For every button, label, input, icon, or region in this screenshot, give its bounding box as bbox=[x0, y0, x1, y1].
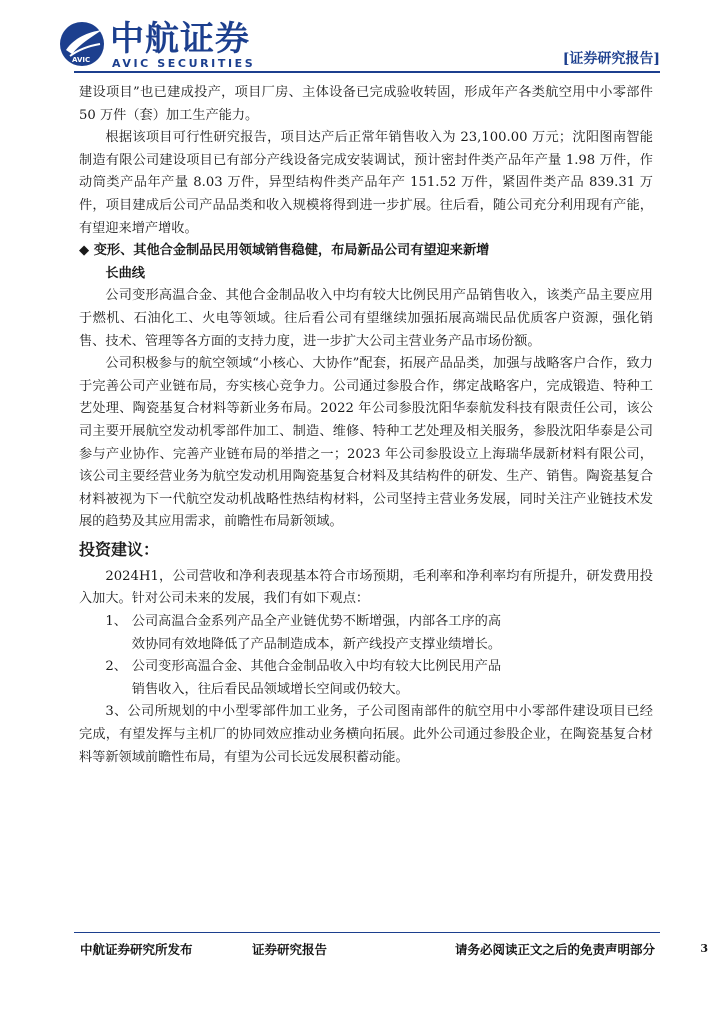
paragraph-point-three: 3、公司所规划的中小型零部件加工业务，子公司图南部件的航空用中小零部件建设项目已经完成，有望发挥与主机厂的协同效应推动业务横向拓展。此外公司通过参股企业，在陶瓷基复合材料等新领域前瞻性布局，有望为公司长远发展积蓄动能。 bbox=[79, 704, 653, 765]
list-item bbox=[79, 611, 653, 656]
paragraph-feasibility: 根据该项目可行性研究报告，项目达产后正常年销售收入为 23,100.00 万元；沈阳图南智能制造有限公司建设项目已有部分产线设备完成安装调试，预计密封件类产品年产量 1.98 万件，作动筒类产品年产量 8.03 万件，异型结构件类产品年产 151.52 万件，紧固件类产品 839.31 万件，项目建成后公司产品品类和收入规模将得到进一步扩展。往后看，随公司充分利用现有产能，有望迎来增产增收。 bbox=[79, 130, 653, 236]
section-title-investment: 投资建议： bbox=[79, 539, 160, 559]
list-item-continuation: 销售收入，往后看民品领域增长空间或仍较大。 bbox=[131, 681, 409, 697]
page-header bbox=[0, 0, 724, 72]
list-item-text: 公司变形高温合金、其他合金制品收入中均有较大比例民用产品 bbox=[131, 659, 502, 675]
svg-text:AVIC: AVIC bbox=[72, 56, 91, 64]
paragraph-aviation-cooperation: 公司积极参与的航空领域“小核心、大协作”配套，拓展产品品类，加强与战略客户合作，致力于完善公司产业链布局，夯实核心竞争力。公司通过参股合作，绑定战略客户，完成锻造、特种工艺处理、陶瓷基复合材料等新业务布局。2022 年公司参股沈阳华泰航发科技有限责任公司，该公司主要开展航空发动机零部件加工、制造、维修、特种工艺处理及相关服务，参股沈阳华泰是公司参与产业协作、完善产业链布局的举措之一；2023 年公司参股设立上海瑞华晟新材料有限公司，该公司主要经营业务为航空发动机用陶瓷基复合材料及其结构件的研发、生产、销售。陶瓷基复合材料被视为下一代航空发动机战略性热结构材料，公司坚持主营业务发展，同时关注产业链技术发展的趋势及其应用需求，前瞻性布局新领域。 bbox=[79, 356, 653, 530]
footer-disclaimer: 请务必阅读正文之后的免责声明部分 bbox=[455, 942, 656, 957]
footer-report-type: 证券研究报告 bbox=[252, 942, 328, 957]
footer-publisher: 中航证券研究所发布 bbox=[80, 942, 193, 957]
list-item bbox=[79, 656, 653, 701]
footer-divider bbox=[74, 932, 660, 933]
paragraph-investment-summary: 2024H1，公司营收和净利表现基本符合市场预期，毛利率和净利率均有所提升，研发费用投入加大。针对公司未来的发展，我们有如下观点： bbox=[79, 568, 653, 607]
logo-chinese-name: 中航证券 bbox=[110, 19, 250, 59]
bullet-heading bbox=[79, 240, 653, 285]
paragraph-civil-products: 公司变形高温合金、其他合金制品收入中均有较大比例民用产品销售收入，该类产品主要应用于燃机、石油化工、火电等领域。往后看公司有望继续加强拓展高端民品优质客户资源，强化销售、技术、管理等各方面的支持力度，进一步扩大公司主营业务产品市场份额。 bbox=[79, 288, 653, 349]
report-type-tag: [证券研究报告] bbox=[562, 51, 660, 67]
list-item-text: 公司高温合金系列产品全产业链优势不断增强，内部各工序的高 bbox=[131, 614, 502, 630]
report-body bbox=[79, 82, 653, 769]
page-number: 3 bbox=[700, 942, 708, 955]
bullet-heading-line1: ◆ 变形、其他合金制品民用领域销售稳健，布局新品公司有望迎来新增 bbox=[79, 243, 490, 259]
list-item-number: 2、 bbox=[105, 659, 127, 675]
avic-logo-icon bbox=[58, 20, 106, 68]
list-item-continuation: 效协同有效地降低了产品制造成本，新产线投产支撑业绩增长。 bbox=[131, 636, 502, 652]
logo-english-name: AVIC SECURITIES bbox=[112, 57, 256, 70]
header-divider bbox=[74, 71, 660, 73]
bullet-heading-line2: 长曲线 bbox=[105, 265, 145, 281]
list-item-number: 1、 bbox=[105, 614, 127, 630]
paragraph-project-capacity: 建设项目”也已建成投产，项目厂房、主体设备已完成验收转固，形成年产各类航空用中小零部件 50 万件（套）加工生产能力。 bbox=[79, 85, 653, 123]
